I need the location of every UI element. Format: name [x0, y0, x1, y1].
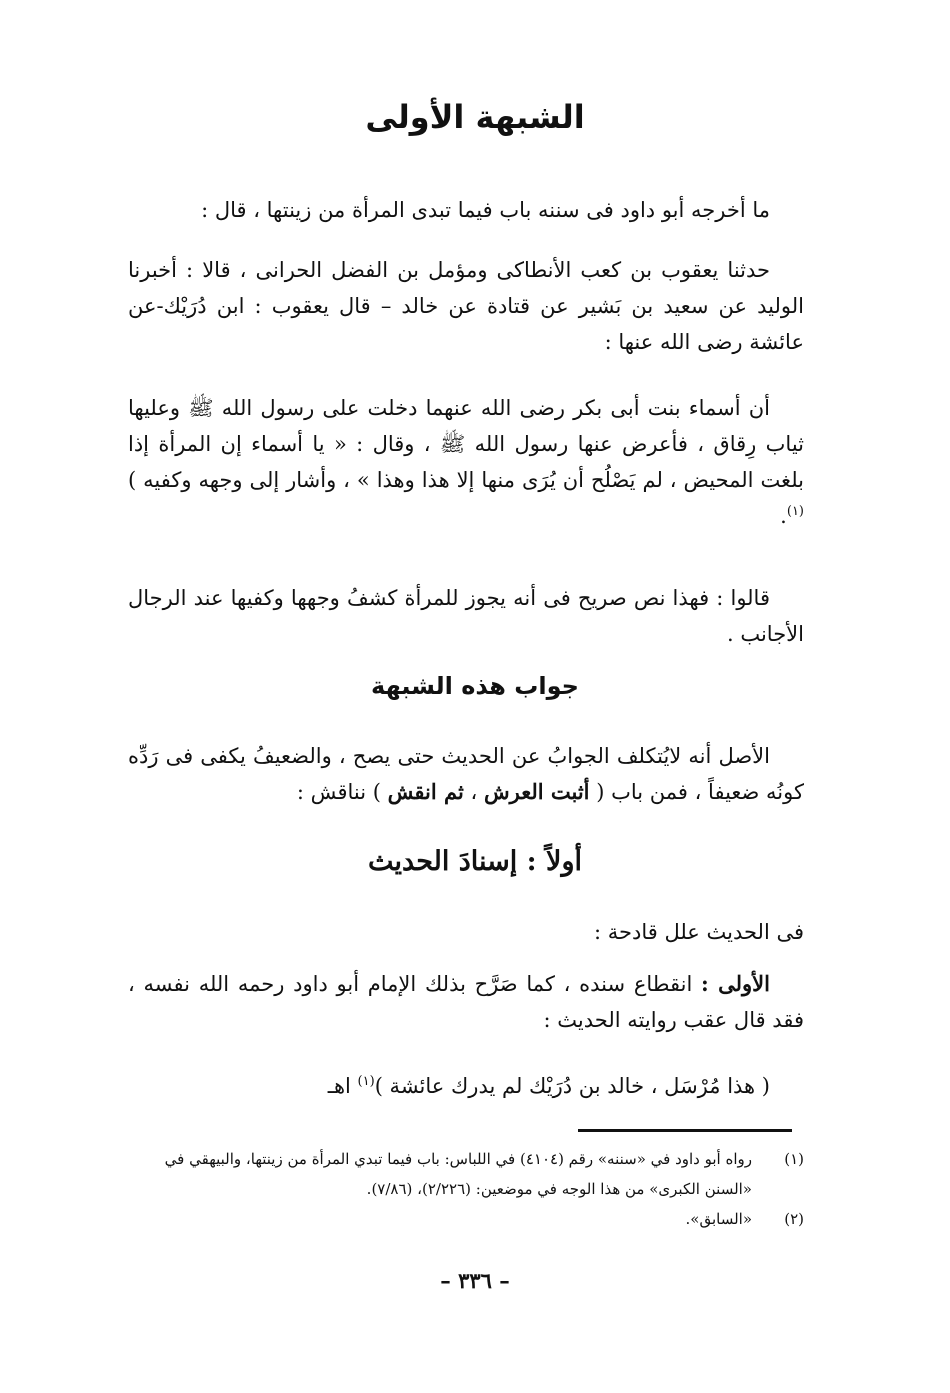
matn-text: أن أسماء بنت أبى بكر رضى الله عنهما دخلت على رسول الله ﷺ وعليها ثياب رِقاق ، فأعرض عنها رسول الله ﷺ ، وقال : « يا أسماء إن المرأة إذا بلغت المحيض ، لم يَصْلُح أن يُرَى منها إلا هذا وهذا » ، وأشار إلى وجهه وكفيه )	[128, 396, 804, 492]
matn-end: .	[780, 504, 787, 528]
quote-end: اهـ	[327, 1074, 358, 1098]
answer-text-wrap	[128, 738, 804, 810]
isnad-text: حدثنا يعقوب بن كعب الأنطاكى ومؤمل بن الفضل الحرانى ، قالا : أخبرنا الوليد عن سعيد بن بَشير عن قتادة عن خالد – قال يعقوب : ابن دُرَيْك-عن عائشة رضى الله عنها :	[128, 258, 804, 354]
footnote-item	[128, 1144, 804, 1204]
answer-comma: ،	[463, 780, 484, 804]
answer-paragraph	[128, 738, 804, 810]
footnotes	[128, 1144, 804, 1234]
answer-end: ) نناقش :	[296, 780, 388, 804]
first-illness-label: الأولى :	[701, 971, 770, 996]
page-title: الشبهة الأولى	[365, 98, 585, 136]
claim-text: قالوا : فهذا نص صريح فى أنه يجوز للمرأة كشفُ وجهها وكفيها عند الرجال الأجانب .	[128, 586, 804, 646]
matn-paragraph	[128, 390, 804, 534]
answer-text: الأصل أنه لايُتكلف الجوابُ عن الحديث حتى يصح ، والضعيفُ يكفى فى رَدِّه كونُه ضعيفاً ، فمن باب (	[128, 744, 804, 804]
intro-paragraph	[128, 192, 804, 228]
footnote-number: (١)	[784, 1150, 804, 1168]
footnote-separator	[578, 1129, 792, 1132]
first-illness-paragraph	[128, 966, 804, 1038]
answer-bold-2: ثم انقش	[387, 779, 464, 804]
footnote-text: رواه أبو داود في «سننه» رقم (٤١٠٤) في اللباس: باب فيما تبدي المرأة من زينتها، والبيهقي في «السنن الكبرى» من هذا الوجه في موضعين: (٢/٢٢٦)، (٧/٨٦).	[164, 1150, 752, 1198]
footnote-ref-2: (١)	[357, 1074, 375, 1089]
claim-paragraph	[128, 580, 804, 652]
intro-text: ما أخرجه أبو داود فى سننه باب فيما تبدى المرأة من زينتها ، قال :	[201, 198, 770, 222]
answer-bold-1: أثبت العرش	[483, 779, 590, 804]
quote-paragraph	[128, 1068, 804, 1104]
quote-wrap	[128, 1068, 804, 1104]
illnesses-text: فى الحديث علل قادحة :	[593, 920, 804, 944]
matn-text-wrap	[128, 390, 804, 534]
footnote-item	[128, 1204, 804, 1234]
footnote-ref-1: (١)	[786, 504, 804, 519]
section-heading: أولاً : إسنادَ الحديث	[368, 846, 582, 877]
illnesses-paragraph	[128, 914, 804, 950]
isnad-paragraph	[128, 252, 804, 360]
footnote-text: «السابق».	[685, 1210, 752, 1228]
first-illness-wrap	[128, 966, 804, 1038]
answer-heading: جواب هذه الشبهة	[371, 672, 579, 700]
quote-text: ( هذا مُرْسَل ، خالد بن دُرَيْك لم يدرك عائشة )	[374, 1074, 770, 1098]
footnote-number: (٢)	[784, 1210, 804, 1228]
page-number: – ٣٣٦ –	[440, 1268, 510, 1293]
first-illness-text: انقطاع سنده ، كما صَرَّح بذلك الإمام أبو داود رحمه الله نفسه ، فقد قال عقب روايته الحديث :	[128, 972, 804, 1032]
